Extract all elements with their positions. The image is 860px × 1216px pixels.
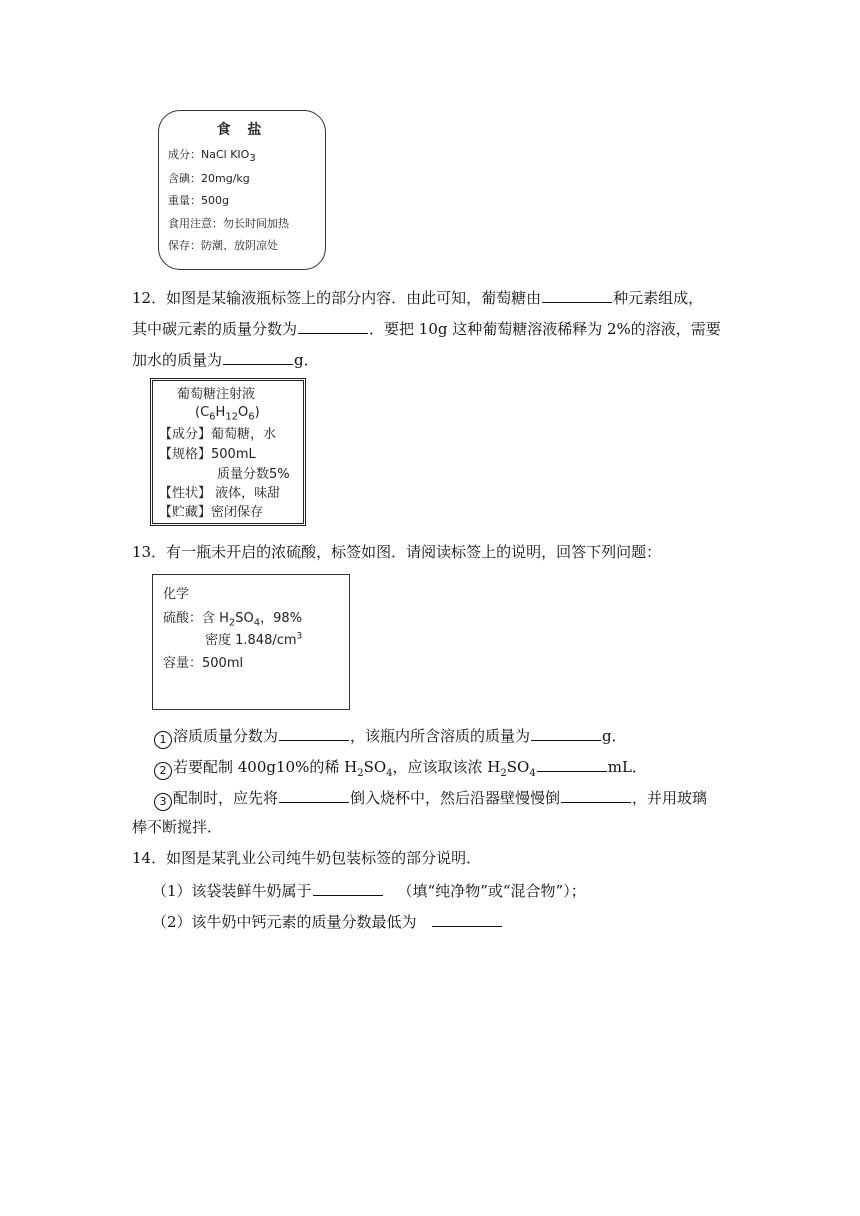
acid-capacity: 容量：500ml bbox=[163, 656, 244, 671]
q13-sub: 4 bbox=[529, 768, 536, 779]
acid-composition bbox=[163, 607, 302, 629]
answer-blank bbox=[542, 286, 612, 303]
glucose-spec: 【规格】500mL bbox=[159, 447, 256, 462]
acid-sup: 3 bbox=[296, 631, 303, 642]
glucose-title: 葡萄糖注射液 bbox=[177, 387, 256, 402]
answer-blank bbox=[279, 724, 349, 741]
answer-blank bbox=[279, 786, 349, 803]
q13-sub-3 bbox=[154, 786, 707, 811]
q14-text: （2）该牛奶中钙元素的质量分数最低为 bbox=[152, 913, 417, 931]
q13-text: 溶质质量分数为 bbox=[173, 727, 279, 745]
glucose-formula bbox=[195, 405, 260, 426]
q12-text: ．要把 10g 这种葡萄糖溶液稀释为 2%的溶液，需要 bbox=[369, 320, 721, 338]
acid-title: 化学 bbox=[163, 587, 190, 602]
glucose-fraction: 质量分数5% bbox=[217, 467, 290, 482]
salt-weight: 重量：500g bbox=[168, 194, 229, 207]
answer-blank bbox=[537, 755, 607, 772]
q13-text: mL． bbox=[607, 758, 647, 776]
answer-blank bbox=[432, 910, 502, 927]
salt-ingredients bbox=[168, 146, 256, 164]
salt-usage: 食用注意：勿长时间加热 bbox=[168, 217, 289, 230]
q13-intro: 13．有一瓶未开启的浓硫酸，标签如图．请阅读标签上的说明，回答下列问题： bbox=[132, 543, 662, 561]
q12-text: 其中碳元素的质量分数为 bbox=[132, 320, 298, 338]
q13-sub: 4 bbox=[386, 768, 393, 779]
glucose-property: 【性状】 液体，味甜 bbox=[159, 486, 281, 501]
q14-intro: 14．如图是某乳业公司纯牛奶包装标签的部分说明． bbox=[132, 849, 482, 867]
formula-part: O bbox=[238, 405, 249, 420]
acid-text: 硫酸：含 H bbox=[163, 611, 229, 626]
circled-number: 1 bbox=[154, 731, 172, 749]
glucose-ingredients: 【成分】葡萄糖，水 bbox=[159, 427, 277, 442]
formula-sub: 6 bbox=[209, 411, 216, 423]
q13-sub: 2 bbox=[357, 768, 364, 779]
q13-sub-3-cont: 棒不断搅拌． bbox=[132, 818, 223, 836]
glucose-label bbox=[150, 378, 306, 526]
q13-sub-1 bbox=[154, 724, 627, 749]
q13-sub-2 bbox=[154, 755, 647, 784]
formula-part: ) bbox=[254, 405, 260, 420]
q13-text: 若要配制 400g10%的稀 H bbox=[173, 758, 358, 776]
salt-ingredients-label: 成分： bbox=[168, 148, 201, 161]
formula-part: (C bbox=[195, 405, 210, 420]
q12-line-1 bbox=[132, 286, 703, 308]
salt-ingredients-sub: 3 bbox=[249, 153, 256, 165]
salt-storage: 保存：防潮、放阴凉处 bbox=[168, 239, 278, 252]
formula-sub: 6 bbox=[248, 411, 255, 423]
acid-text: 密度 1.848/cm bbox=[205, 633, 297, 648]
q13-text: g． bbox=[602, 727, 627, 745]
q12-line-3 bbox=[132, 348, 319, 370]
q12-text: g． bbox=[294, 351, 319, 369]
formula-part: H bbox=[215, 405, 226, 420]
q13-text: 倒入烧杯中，然后沿器壁慢慢倒 bbox=[350, 789, 561, 807]
q14-sub-2 bbox=[152, 910, 503, 932]
answer-blank bbox=[313, 879, 383, 896]
answer-blank bbox=[561, 786, 631, 803]
salt-label-title: 食 盐 bbox=[216, 122, 268, 138]
acid-label bbox=[152, 574, 350, 710]
answer-blank bbox=[531, 724, 601, 741]
q13-text: 配制时，应先将 bbox=[173, 789, 279, 807]
q13-text: SO bbox=[363, 758, 387, 776]
q12-text: 种元素组成， bbox=[613, 289, 704, 307]
q12-text: 12．如图是某输液瓶标签上的部分内容．由此可知，葡萄糖由 bbox=[132, 289, 542, 307]
answer-blank bbox=[298, 317, 368, 334]
q14-text: （填“纯净物”或“混合物”）； bbox=[397, 882, 586, 900]
salt-iodine: 含碘：20mg/kg bbox=[168, 172, 250, 185]
q13-sub: 2 bbox=[500, 768, 507, 779]
q13-text: ，应该取该浓 H bbox=[392, 758, 501, 776]
salt-ingredients-value: NaCl KIO bbox=[201, 148, 250, 161]
formula-sub: 12 bbox=[225, 411, 239, 423]
q12-text: 加水的质量为 bbox=[132, 351, 223, 369]
answer-blank bbox=[223, 348, 293, 365]
q14-sub-1 bbox=[152, 879, 586, 901]
acid-density bbox=[205, 629, 302, 648]
q13-text: ，并用玻璃 bbox=[632, 789, 708, 807]
circled-number: 3 bbox=[154, 793, 172, 811]
q13-text: ，该瓶内所含溶质的质量为 bbox=[350, 727, 531, 745]
acid-text: ，98% bbox=[260, 611, 303, 626]
q12-line-2 bbox=[132, 317, 721, 339]
circled-number: 2 bbox=[154, 762, 172, 780]
salt-label bbox=[158, 110, 326, 270]
q14-text: （1）该袋装鲜牛奶属于 bbox=[152, 882, 312, 900]
q13-text: SO bbox=[506, 758, 530, 776]
glucose-storage: 【贮藏】密闭保存 bbox=[159, 505, 264, 520]
acid-sub: 4 bbox=[253, 617, 261, 629]
acid-sub: 2 bbox=[228, 617, 236, 629]
acid-text: SO bbox=[235, 611, 254, 626]
